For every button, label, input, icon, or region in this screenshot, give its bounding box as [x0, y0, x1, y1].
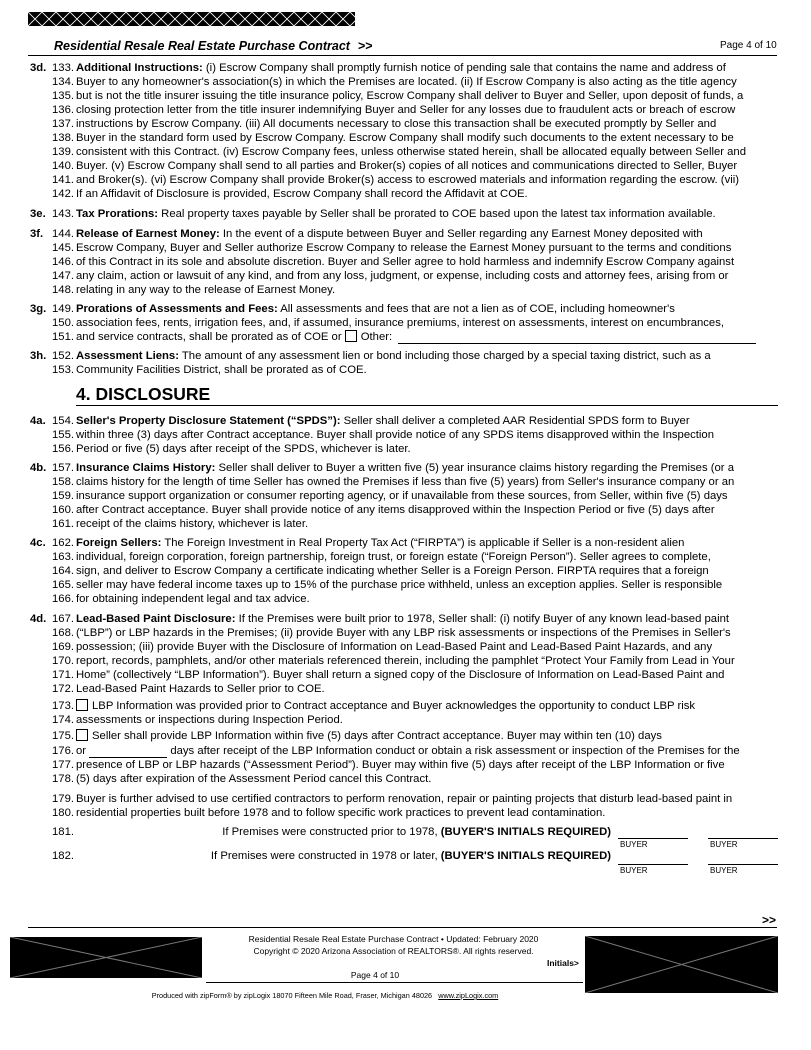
section-number: 4d. [30, 613, 47, 625]
line-number: 177. [52, 759, 74, 771]
header-divider [28, 55, 777, 56]
line-text: consistent with this Contract. (iv) Escrow Company fees, unless otherwise stated herein, shall be allocated equally between Seller and [76, 146, 746, 158]
buyer-initials-field-post1978-2[interactable] [708, 854, 778, 878]
line-168 [0, 626, 811, 640]
line-text: Buyer in the standard form used by Escrow Company. Escrow Company shall modify such documents to the extent necessary to be [76, 132, 734, 144]
line-text: and Broker(s). (vi) Escrow Company shall provide Broker(s) access to escrowed materials and information regarding the escrow. (vii) [76, 174, 739, 186]
line-number: 163. [52, 551, 74, 563]
line-136 [0, 103, 811, 117]
line-text: Lead-Based Paint Hazards to Seller prior to COE. [76, 683, 325, 695]
lbp-to-provide-checkbox[interactable] [76, 729, 88, 741]
line-text: (5) days after expiration of the Assessment Period cancel this Contract. [76, 773, 432, 785]
line-text: report, records, pamphlets, and/or other materials referenced therein, including the pamphlet “Protect Your Family from Lead in Your [76, 655, 735, 667]
clause-heading: Assessment Liens: [76, 350, 179, 362]
line-number: 133. [52, 62, 74, 74]
line-text: of this Contract in its sole and absolute discretion. Buyer and Seller agree to hold harmless and indemnify Escrow Company against [76, 256, 735, 268]
line-text: possession; (iii) provide Buyer with the Disclosure of Information on Lead-Based Paint and Lead-Based Paint Hazards, and any [76, 641, 713, 653]
redacted-initials-box-right [585, 936, 778, 993]
line-158 [0, 475, 811, 489]
line-148 [0, 283, 811, 297]
redaction-cross-icon [10, 937, 202, 978]
line-number: 181. [52, 826, 74, 838]
line-text: for obtaining independent legal and tax advice. [76, 593, 310, 605]
line-text: If an Affidavit of Disclosure is provided, Escrow Company shall record the Affidavit at COE. [76, 188, 528, 200]
line-number: 159. [52, 490, 74, 502]
line-number: 182. [52, 850, 74, 862]
line-number: 165. [52, 579, 74, 591]
clause-heading: Foreign Sellers: [76, 537, 162, 549]
line-text: If Premises were constructed prior to 1978, [222, 826, 441, 838]
line-text: (i) Escrow Company shall promptly furnish notice of pending sale that contains the name and address of [202, 62, 726, 74]
line-text: Buyer is further advised to use certified contractors to perform renovation, repair or painting projects that disturb lead-based paint in [76, 793, 733, 805]
clause-heading: Seller's Property Disclosure Statement (“SPDS”): [76, 415, 341, 427]
line-number: 142. [52, 188, 74, 200]
line-175 [0, 729, 811, 743]
document-title-text: Residential Resale Real Estate Purchase Contract [54, 39, 350, 53]
line-number: 166. [52, 593, 74, 605]
line-number: 140. [52, 160, 74, 172]
line-text: Seller shall deliver to Buyer a written five (5) year insurance claims history regarding the Premises (or a [215, 462, 734, 474]
line-162 [0, 536, 811, 550]
line-text: The amount of any assessment lien or bond including those charged by a special taxing district, such as a [178, 350, 711, 362]
line-150 [0, 316, 811, 330]
line-167 [0, 612, 811, 626]
line-144 [0, 227, 811, 241]
line-134 [0, 75, 811, 89]
clause-heading: Additional Instructions: [76, 62, 203, 74]
line-text: Home” (collectively “LBP Information”). Buyer shall return a signed copy of the Disclosure of Information on Lead-Based Paint and [76, 669, 725, 681]
line-text: claims history for the length of time Seller has owned the Premises if less than five (5) years) from Seller's insurance company or an [76, 476, 735, 488]
line-151 [0, 330, 811, 344]
line-174 [0, 713, 811, 727]
line-number: 167. [52, 613, 74, 625]
initials-line [618, 838, 688, 839]
line-number: 174. [52, 714, 74, 726]
line-154 [0, 414, 811, 428]
line-number: 137. [52, 118, 74, 130]
line-text: Buyer. (v) Escrow Company shall send to all parties and Broker(s) copies of all notices and communications directed to Seller, Buyer [76, 160, 738, 172]
line-number: 171. [52, 669, 74, 681]
line-number: 144. [52, 228, 74, 240]
initials-label: BUYER [710, 840, 738, 849]
next-page-arrows: >> [357, 39, 373, 53]
line-176 [0, 744, 811, 758]
line-number: 153. [52, 364, 74, 376]
redaction-cross-icon [585, 936, 778, 993]
buyer-initials-field-pre1978-2[interactable] [708, 828, 778, 852]
line-text: seller may have federal income taxes up to 15% of the purchase price withheld, unless an exception applies. Seller is responsible [76, 579, 723, 591]
other-proration-field[interactable] [398, 332, 756, 344]
section-number: 3g. [30, 303, 47, 315]
line-number: 134. [52, 76, 74, 88]
line-number: 149. [52, 303, 74, 315]
line-number: 180. [52, 807, 74, 819]
line-145 [0, 241, 811, 255]
line-text: but is not the title insurer issuing the title insurance policy, Escrow Company shall deliver to Buyer and Seller, upon deposit of funds, a [76, 90, 744, 102]
line-146 [0, 255, 811, 269]
line-text: Community Facilities District, shall be prorated as of COE. [76, 364, 367, 376]
section-number: 4a. [30, 415, 46, 427]
line-number: 148. [52, 284, 74, 296]
line-number: 156. [52, 443, 74, 455]
line-169 [0, 640, 811, 654]
line-182 [0, 849, 811, 863]
clause-heading: Release of Earnest Money: [76, 228, 220, 240]
line-number: 172. [52, 683, 74, 695]
line-number: 152. [52, 350, 74, 362]
line-161 [0, 517, 811, 531]
footer-form-name: Residential Resale Real Estate Purchase Contract • Updated: February 2020 [248, 934, 539, 944]
section-number: 3d. [30, 62, 47, 74]
line-number: 145. [52, 242, 74, 254]
line-180 [0, 806, 811, 820]
line-135 [0, 89, 811, 103]
buyer-initials-field-pre1978-1[interactable] [618, 828, 688, 852]
initials-line [708, 864, 778, 865]
section-number: 4b. [30, 462, 47, 474]
line-text: In the event of a dispute between Buyer and Seller regarding any Earnest Money deposited with [219, 228, 703, 240]
line-text: Escrow Company, Buyer and Seller authorize Escrow Company to release the Earnest Money pursuant to the terms and conditions [76, 242, 732, 254]
line-text: instructions by Escrow Company. (iii) All documents necessary to close this transaction shall be executed promptly by Seller and [76, 118, 717, 130]
initials-line [708, 838, 778, 839]
line-number: 146. [52, 256, 74, 268]
line-163 [0, 550, 811, 564]
buyer-initials-field-post1978-1[interactable] [618, 854, 688, 878]
line-172 [0, 682, 811, 696]
line-165 [0, 578, 811, 592]
line-number: 170. [52, 655, 74, 667]
line-141 [0, 173, 811, 187]
line-139 [0, 145, 811, 159]
line-179 [0, 792, 811, 806]
line-170 [0, 654, 811, 668]
line-number: 155. [52, 429, 74, 441]
line-178 [0, 772, 811, 786]
line-text: presence of LBP or LBP hazards (“Assessment Period”). Buyer may within five (5) days after receipt of the LBP Information or five [76, 759, 725, 771]
line-159 [0, 489, 811, 503]
initials-label: BUYER [710, 866, 738, 875]
line-number: 169. [52, 641, 74, 653]
clause-heading: Tax Prorations: [76, 208, 159, 220]
clause-heading: Lead-Based Paint Disclosure: [76, 613, 236, 625]
line-156 [0, 442, 811, 456]
document-title [54, 39, 373, 53]
line-137 [0, 117, 811, 131]
other-label: Other: [360, 331, 393, 343]
line-number: 143. [52, 208, 74, 220]
zipform-credit-text: Produced with zipForm® by zipLogix 18070 Fifteen Mile Road, Fraser, Michigan 48026 [151, 991, 433, 1000]
line-number: 147. [52, 270, 74, 282]
section-4-divider [76, 405, 778, 406]
line-164 [0, 564, 811, 578]
footer-page-indicator: Page 4 of 10 [350, 970, 400, 980]
line-number: 157. [52, 462, 74, 474]
line-number: 164. [52, 565, 74, 577]
line-number: 136. [52, 104, 74, 116]
footer-form-info [206, 933, 581, 957]
assessment-days-field[interactable] [89, 746, 167, 758]
line-166 [0, 592, 811, 606]
line-text: association fees, rents, irrigation fees, and, if assumed, insurance premiums, interest on assessments, interest on encumbrances, [76, 317, 724, 329]
initials-line [618, 864, 688, 865]
line-text: sign, and deliver to Escrow Company a certificate indicating whether Seller is a Foreign Person. FIRPTA requires that a foreign [76, 565, 709, 577]
footer-next-arrows: >> [762, 913, 777, 927]
line-number: 141. [52, 174, 74, 186]
initials-required-label: (BUYER'S INITIALS REQUIRED) [440, 850, 611, 862]
section-number: 3e. [30, 208, 46, 220]
redaction-pattern [28, 12, 355, 26]
line-147 [0, 269, 811, 283]
line-155 [0, 428, 811, 442]
line-153 [0, 363, 811, 377]
line-text: Real property taxes payable by Seller shall be prorated to COE based upon the latest tax information available. [158, 208, 716, 220]
line-number: 151. [52, 331, 74, 343]
line-181 [0, 825, 811, 839]
line-152 [0, 349, 811, 363]
other-proration-checkbox[interactable] [345, 330, 357, 342]
line-text: Seller shall provide LBP Information within five (5) days after Contract acceptance. Buyer may within ten (10) days [92, 730, 662, 742]
line-177 [0, 758, 811, 772]
line-number: 138. [52, 132, 74, 144]
line-number: 179. [52, 793, 74, 805]
line-number: 150. [52, 317, 74, 329]
line-text: insurance support organization or consumer reporting agency, or if unavailable from these sources, from Seller, within five (5) days [76, 490, 728, 502]
redacted-header-bar [28, 12, 355, 26]
clause-heading: Insurance Claims History: [76, 462, 216, 474]
line-text: relating in any way to the release of Earnest Money. [76, 284, 336, 296]
line-text: If the Premises were built prior to 1978, Seller shall: (i) notify Buyer of any known lead-based paint [235, 613, 730, 625]
lbp-provided-checkbox[interactable] [76, 699, 88, 711]
line-number: 173. [52, 700, 74, 712]
line-text: individual, foreign corporation, foreign partnership, foreign trust, or foreign estate (“Foreign Person”). Seller agrees to complete, [76, 551, 711, 563]
line-text: days after receipt of the LBP Information conduct or obtain a risk assessment or inspection of the Premises for the [167, 745, 740, 757]
section-number: 3f. [30, 228, 44, 240]
line-143 [0, 207, 811, 221]
line-text: any claim, action or lawsuit of any kind, and from any loss, judgment, or expense, including costs and attorney fees, arising from or [76, 270, 729, 282]
line-number: 175. [52, 730, 74, 742]
line-133 [0, 61, 811, 75]
line-160 [0, 503, 811, 517]
line-text: (“LBP”) or LBP hazards in the Premises; (ii) provide Buyer with any LBP risk assessments or inspections of the Premises in Seller's [76, 627, 731, 639]
footer-initials-label: Initials> [547, 958, 579, 968]
section-4-heading: 4. DISCLOSURE [76, 384, 211, 404]
line-number: 162. [52, 537, 74, 549]
line-157 [0, 461, 811, 475]
line-text: and service contracts, shall be prorated as of COE or [76, 331, 345, 343]
line-text: assessments or inspections during Inspection Period. [76, 714, 343, 726]
line-text: Period or five (5) days after receipt of the SPDS, whichever is later. [76, 443, 411, 455]
line-text: residential properties built before 1978 and to follow specific work practices to prevent lead contamination. [76, 807, 606, 819]
line-number: 135. [52, 90, 74, 102]
initials-required-label: (BUYER'S INITIALS REQUIRED) [440, 826, 611, 838]
line-171 [0, 668, 811, 682]
section-number: 3h. [30, 350, 47, 362]
initials-label: BUYER [620, 840, 648, 849]
line-text: after Contract acceptance. Buyer shall provide notice of any items disapproved within the Inspection Period or five (5) days after [76, 504, 715, 516]
line-number: 176. [52, 745, 74, 757]
initials-label: BUYER [620, 866, 648, 875]
line-number: 158. [52, 476, 74, 488]
line-text: The Foreign Investment in Real Property Tax Act (“FIRPTA”) is applicable if Seller is a non-resident alien [161, 537, 685, 549]
line-number: 161. [52, 518, 74, 530]
line-text: If Premises were constructed in 1978 or later, [210, 850, 441, 862]
line-140 [0, 159, 811, 173]
line-number: 139. [52, 146, 74, 158]
line-138 [0, 131, 811, 145]
line-number: 154. [52, 415, 74, 427]
line-173 [0, 699, 811, 713]
line-149 [0, 302, 811, 316]
redacted-initials-box-left [10, 937, 202, 978]
line-text: closing protection letter from the title insurer indemnifying Buyer and Seller for any losses due to fraudulent acts or breach of escrow [76, 104, 736, 116]
page-indicator: Page 4 of 10 [720, 40, 777, 51]
line-text: All assessments and fees that are not a lien as of COE, including homeowner's [277, 303, 675, 315]
line-number: 178. [52, 773, 74, 785]
line-text: LBP Information was provided prior to Contract acceptance and Buyer acknowledges the opportunity to conduct LBP risk [92, 700, 696, 712]
line-text: within three (3) days after Contract acceptance. Buyer shall provide notice of any SPDS items disapproved within the Inspection [76, 429, 714, 441]
clause-heading: Prorations of Assessments and Fees: [76, 303, 278, 315]
footer-bottom-rule [206, 982, 583, 983]
line-number: 160. [52, 504, 74, 516]
line-number: 168. [52, 627, 74, 639]
section-number: 4c. [30, 537, 46, 549]
ziplogix-link[interactable]: www.zipLogix.com [438, 991, 499, 1000]
line-text: Seller shall deliver a completed AAR Residential SPDS form to Buyer [340, 415, 690, 427]
footer-divider [28, 927, 777, 928]
line-text: receipt of the claims history, whichever is later. [76, 518, 309, 530]
line-text: Buyer to any homeowner's association(s) in which the Premises are located. (ii) If Escrow Company is also acting as the title agency [76, 76, 737, 88]
footer-copyright: Copyright © 2020 Arizona Association of REALTORS®. All rights reserved. [253, 946, 534, 956]
zipform-credit [60, 991, 590, 1000]
line-text-prefix: or [76, 745, 90, 757]
line-142 [0, 187, 811, 201]
